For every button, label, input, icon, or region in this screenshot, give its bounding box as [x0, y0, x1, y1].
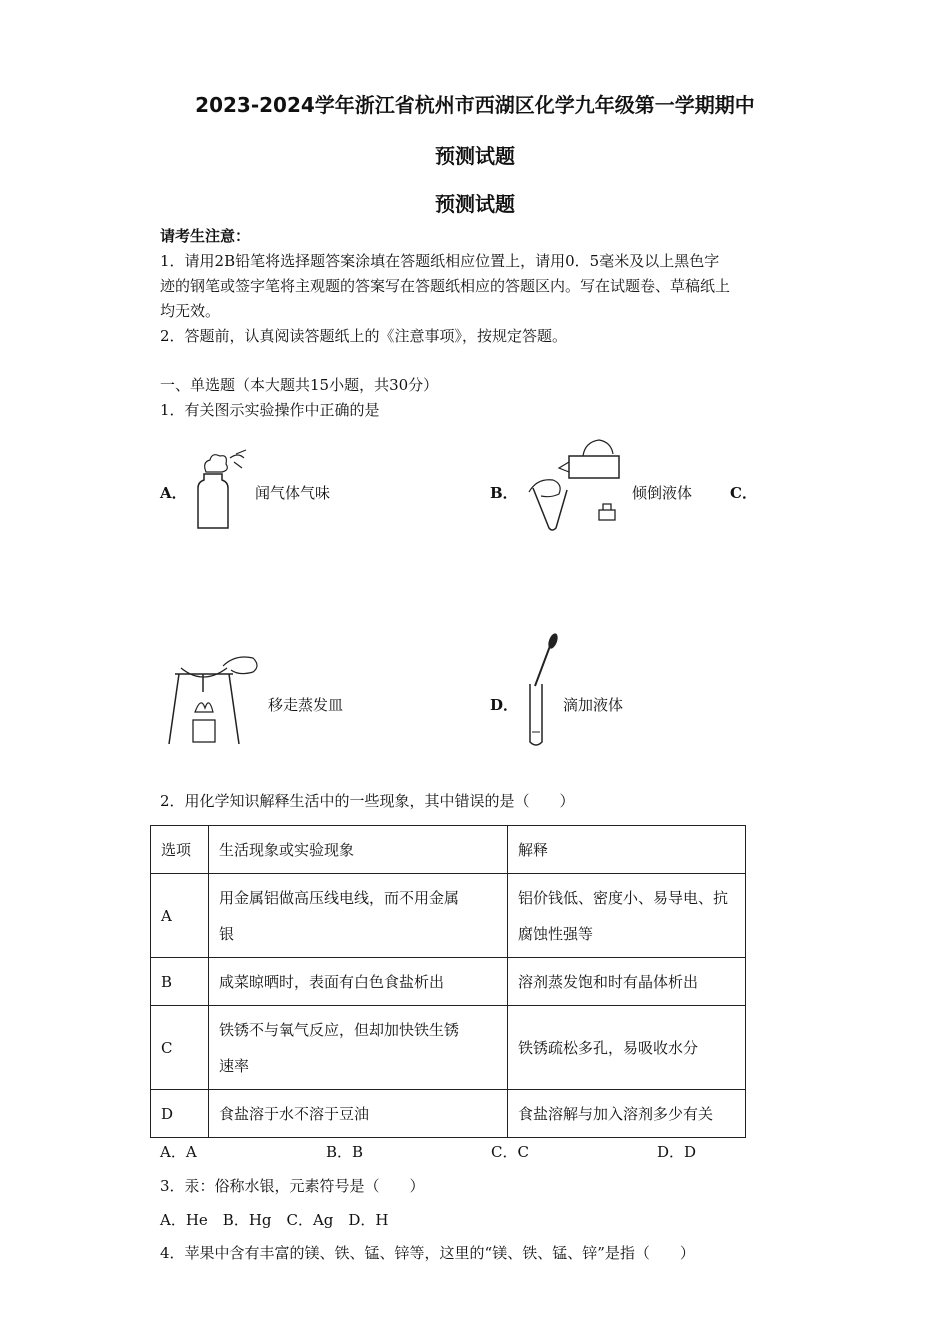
q1-option-a-text: 闻气体气味	[255, 484, 331, 502]
notice-item-2: 2．答题前，认真阅读答题纸上的《注意事项》，按规定答题。	[160, 327, 568, 345]
table-row	[151, 958, 746, 1006]
question-1-stem: 1．有关图示实验操作中正确的是	[160, 401, 380, 419]
table-cell-option: D	[151, 1090, 209, 1138]
table-cell-explanation: 铁锈疏松多孔，易吸收水分	[508, 1006, 746, 1090]
notice-item-1-line-1: 1．请用2B铅笔将选择题答案涂填在答题纸相应位置上，请用0．5毫米及以上黑色字	[160, 252, 720, 270]
q2-answer-c: C．C	[491, 1143, 529, 1161]
question-3-stem: 3．汞：俗称水银，元素符号是（ ）	[160, 1177, 425, 1195]
table-cell-option: A	[151, 874, 209, 958]
table-cell-phenomenon: 食盐溶于水不溶于豆油	[209, 1090, 508, 1138]
table-header-row	[151, 826, 746, 874]
page-subtitle: 预测试题	[435, 144, 515, 168]
table-cell-explanation: 铝价钱低、密度小、易导电、抗 腐蚀性强等	[508, 874, 746, 958]
table-header-cell: 选项	[151, 826, 209, 874]
section-heading: 一、单选题（本大题共15小题，共30分）	[160, 376, 439, 394]
q1-option-d-letter: D．	[490, 696, 519, 714]
evaporating-dish-figure	[165, 652, 265, 748]
notice-heading: 请考生注意：	[160, 227, 251, 245]
question-3-options: A．He B．Hg C．Ag D．H	[160, 1211, 389, 1229]
q2-answer-b: B．B	[326, 1143, 364, 1161]
table-header-cell: 生活现象或实验现象	[209, 826, 508, 874]
table-cell-phenomenon: 用金属铝做高压线电线，而不用金属 银	[209, 874, 508, 958]
q2-answer-a: A．A	[160, 1143, 197, 1161]
table-cell-option: B	[151, 958, 209, 1006]
q2-answer-d: D．D	[657, 1143, 697, 1161]
dropper-figure	[520, 632, 560, 748]
q1-option-d-text: 滴加液体	[563, 696, 624, 714]
notice-item-1-line-3: 均无效。	[160, 302, 221, 320]
question-4-stem: 4．苹果中含有丰富的镁、铁、锰、锌等，这里的“镁、铁、锰、锌”是指（ ）	[160, 1244, 695, 1262]
table-row	[151, 874, 746, 958]
table-cell-phenomenon: 铁锈不与氧气反应，但却加快铁生锈 速率	[209, 1006, 508, 1090]
q1-option-c-text: 移走蒸发皿	[268, 696, 344, 714]
question-2-table	[150, 825, 746, 1138]
q1-option-b-text: 倾倒液体	[632, 484, 693, 502]
table-cell-explanation: 溶剂蒸发饱和时有晶体析出	[508, 958, 746, 1006]
smell-gas-figure	[186, 448, 252, 532]
table-header-cell: 解释	[508, 826, 746, 874]
table-row	[151, 1006, 746, 1090]
question-2-stem: 2．用化学知识解释生活中的一些现象，其中错误的是（ ）	[160, 792, 575, 810]
notice-item-1-line-2: 迹的钢笔或签字笔将主观题的答案写在答题纸相应的答题区内。写在试题卷、草稿纸上	[160, 277, 731, 295]
q1-option-c-letter: C．	[730, 484, 757, 502]
table-cell-option: C	[151, 1006, 209, 1090]
table-cell-explanation: 食盐溶解与加入溶剂多少有关	[508, 1090, 746, 1138]
page-subtitle-repeat: 预测试题	[435, 192, 515, 216]
table-row	[151, 1090, 746, 1138]
page-title: 2023-2024学年浙江省杭州市西湖区化学九年级第一学期期中	[195, 93, 755, 117]
table-cell-phenomenon: 咸菜晾晒时，表面有白色食盐析出	[209, 958, 508, 1006]
q1-option-b-letter: B．	[490, 484, 518, 502]
pour-liquid-figure	[515, 432, 627, 532]
q1-option-a-letter: A．	[160, 484, 187, 502]
